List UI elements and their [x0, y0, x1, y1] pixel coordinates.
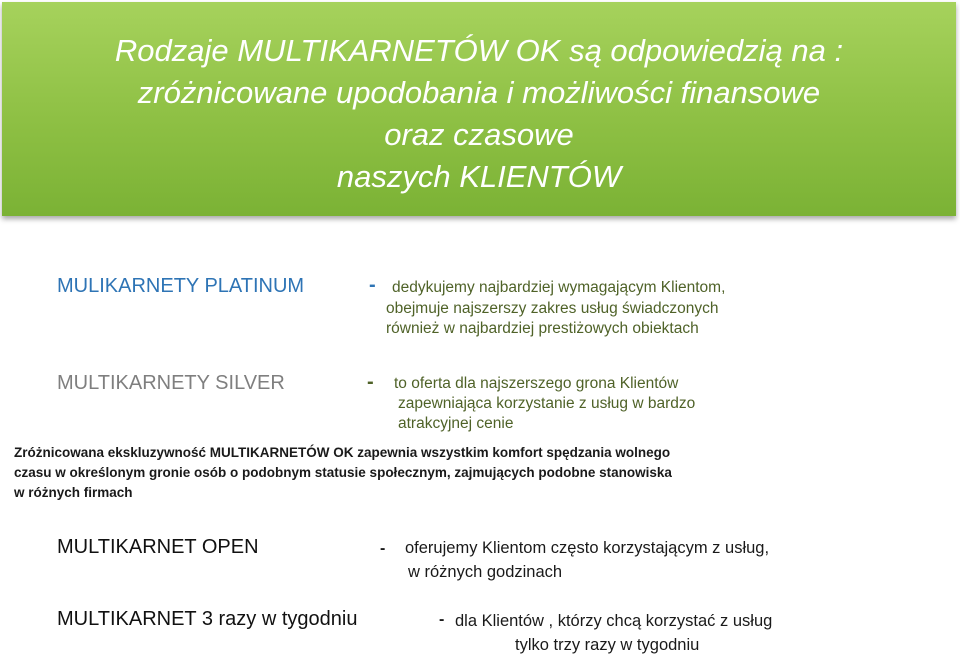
- platinum-name: MULIKARNETY PLATINUM: [57, 275, 305, 297]
- exclusivity-paragraph-line-2: czasu w określonym gronie osób o podobnym statusie społecznym, zajmujących podobne stanowiska: [14, 465, 672, 480]
- platinum-desc-line-3: również w najbardziej prestiżowych obiektach: [386, 320, 699, 337]
- open-dash: -: [380, 540, 386, 557]
- silver-desc-line-1: to oferta dla najszerszego grona Klientów: [394, 375, 679, 392]
- platinum-desc-line-2: obejmuje najszerszy zakres usług świadczonych: [386, 300, 719, 317]
- exclusivity-paragraph-line-3: w różnych firmach: [14, 485, 133, 500]
- open-desc-line-2: w różnych godzinach: [408, 563, 563, 581]
- weekly-desc-line-2: tylko trzy razy w tygodniu: [515, 636, 700, 654]
- title-banner: [2, 2, 956, 216]
- weekly-dash: -: [439, 611, 445, 628]
- silver-desc-line-3: atrakcyjnej cenie: [398, 415, 514, 432]
- platinum-desc-line-1: dedykujemy najbardziej wymagającym Klientom,: [392, 279, 726, 296]
- silver-dash: -: [367, 371, 374, 393]
- banner-title-line-2: zróżnicowane upodobania i możliwości finansowe: [137, 75, 821, 110]
- platinum-dash: -: [369, 274, 376, 296]
- weekly-name: MULTIKARNET 3 razy w tygodniu: [57, 608, 358, 630]
- open-name: MULTIKARNET OPEN: [57, 536, 259, 558]
- exclusivity-paragraph-line-1: Zróżnicowana ekskluzywność MULTIKARNETÓW OK zapewnia wszystkim komfort spędzania wolnego: [14, 445, 671, 460]
- silver-name: MULTIKARNETY SILVER: [57, 372, 285, 394]
- banner-title-line-3: oraz czasowe: [384, 117, 574, 152]
- banner-title-line-4: naszych KLIENTÓW: [336, 159, 622, 194]
- open-desc-line-1: oferujemy Klientom często korzystającym z usług,: [405, 539, 770, 557]
- banner-title-line-1: Rodzaje MULTIKARNETÓW OK są odpowiedzią na :: [114, 33, 844, 68]
- weekly-desc-line-1: dla Klientów , którzy chcą korzystać z usług: [455, 612, 773, 630]
- silver-desc-line-2: zapewniająca korzystanie z usług w bardzo: [398, 395, 696, 412]
